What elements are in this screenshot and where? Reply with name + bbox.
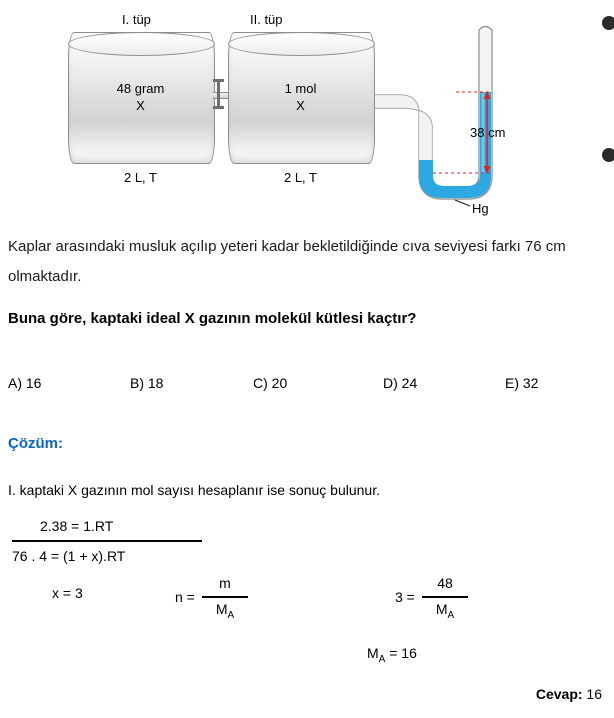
tube-1-label: I. tüp [122, 12, 151, 27]
height-difference-label: 38 cm [470, 125, 506, 140]
formula-n-lhs: n = [175, 589, 195, 605]
choice-d-value: 24 [401, 375, 418, 391]
molar-mass-result: $M_A = 16$ [367, 645, 417, 665]
tank-2-moles: 1 mol [284, 81, 317, 96]
choice-b-key: B) [130, 375, 144, 391]
answer-value: 16 [586, 686, 602, 702]
choice-c-key: C) [253, 375, 268, 391]
tank-2-conditions: 2 L, T [283, 170, 317, 185]
tank-2-contents [228, 80, 373, 114]
mercury-label: Hg [472, 201, 489, 216]
choice-e[interactable] [505, 375, 538, 391]
choice-a-key: A) [8, 375, 22, 391]
choice-a-value: 16 [25, 375, 42, 391]
choice-d[interactable] [383, 375, 417, 391]
valve-stem [213, 92, 228, 99]
equation-divider [12, 540, 202, 542]
apparatus-figure [0, 0, 614, 225]
valve-bar [217, 80, 220, 109]
formula-3-lhs: 3 = [395, 589, 415, 605]
tank-1-mass: 48 gram [116, 81, 165, 96]
tank-2-gas: X [296, 98, 305, 113]
answer-label: Cevap: [535, 686, 583, 702]
page-edge-marker-top [602, 16, 614, 30]
choice-a[interactable] [8, 375, 41, 391]
choice-c[interactable] [253, 375, 287, 391]
solution-intro: I. kaptaki X gazının mol sayısı hesaplanır ise sonuç bulunur. [8, 482, 380, 498]
tank-1-conditions: 2 L, T [123, 170, 157, 185]
equation-numerator: 2.38 = 1.RT [40, 518, 114, 534]
choice-d-key: D) [383, 375, 398, 391]
valve-cap-top [213, 79, 224, 82]
valve-cap-bottom [213, 106, 224, 109]
answer-line [536, 686, 602, 702]
formula-n-numerator: m [219, 575, 231, 591]
solution-heading: Çözüm: [8, 435, 63, 452]
question-paragraph: Kaplar arasındaki musluk açılıp yeteri kadar bekletildiğinde cıva seviyesi farkı 76 cm olmaktadır. [8, 238, 566, 285]
equation-denominator: 76 . 4 = (1 + x).RT [12, 548, 126, 564]
tube-2-label: II. tüp [250, 12, 283, 27]
formula-3-numerator: 48 [437, 575, 453, 591]
choice-e-key: E) [505, 375, 519, 391]
tank-1-gas: X [136, 98, 145, 113]
equation-x-result: x = 3 [52, 585, 83, 601]
formula-n-denominator: $M_A$ [215, 601, 235, 621]
choice-b[interactable] [130, 375, 163, 391]
question-prompt: Buna göre, kaptaki ideal X gazının molekül kütlesi kaçtır? [8, 310, 417, 327]
choice-e-value: 32 [522, 375, 539, 391]
tank-1-contents [68, 80, 213, 114]
choice-b-value: 18 [147, 375, 164, 391]
choice-c-value: 20 [271, 375, 288, 391]
formula-3-denominator: $M_A$ [435, 601, 455, 621]
formula-n-bar [202, 596, 248, 598]
page-edge-marker-bottom [602, 148, 614, 162]
formula-3-bar [422, 596, 468, 598]
